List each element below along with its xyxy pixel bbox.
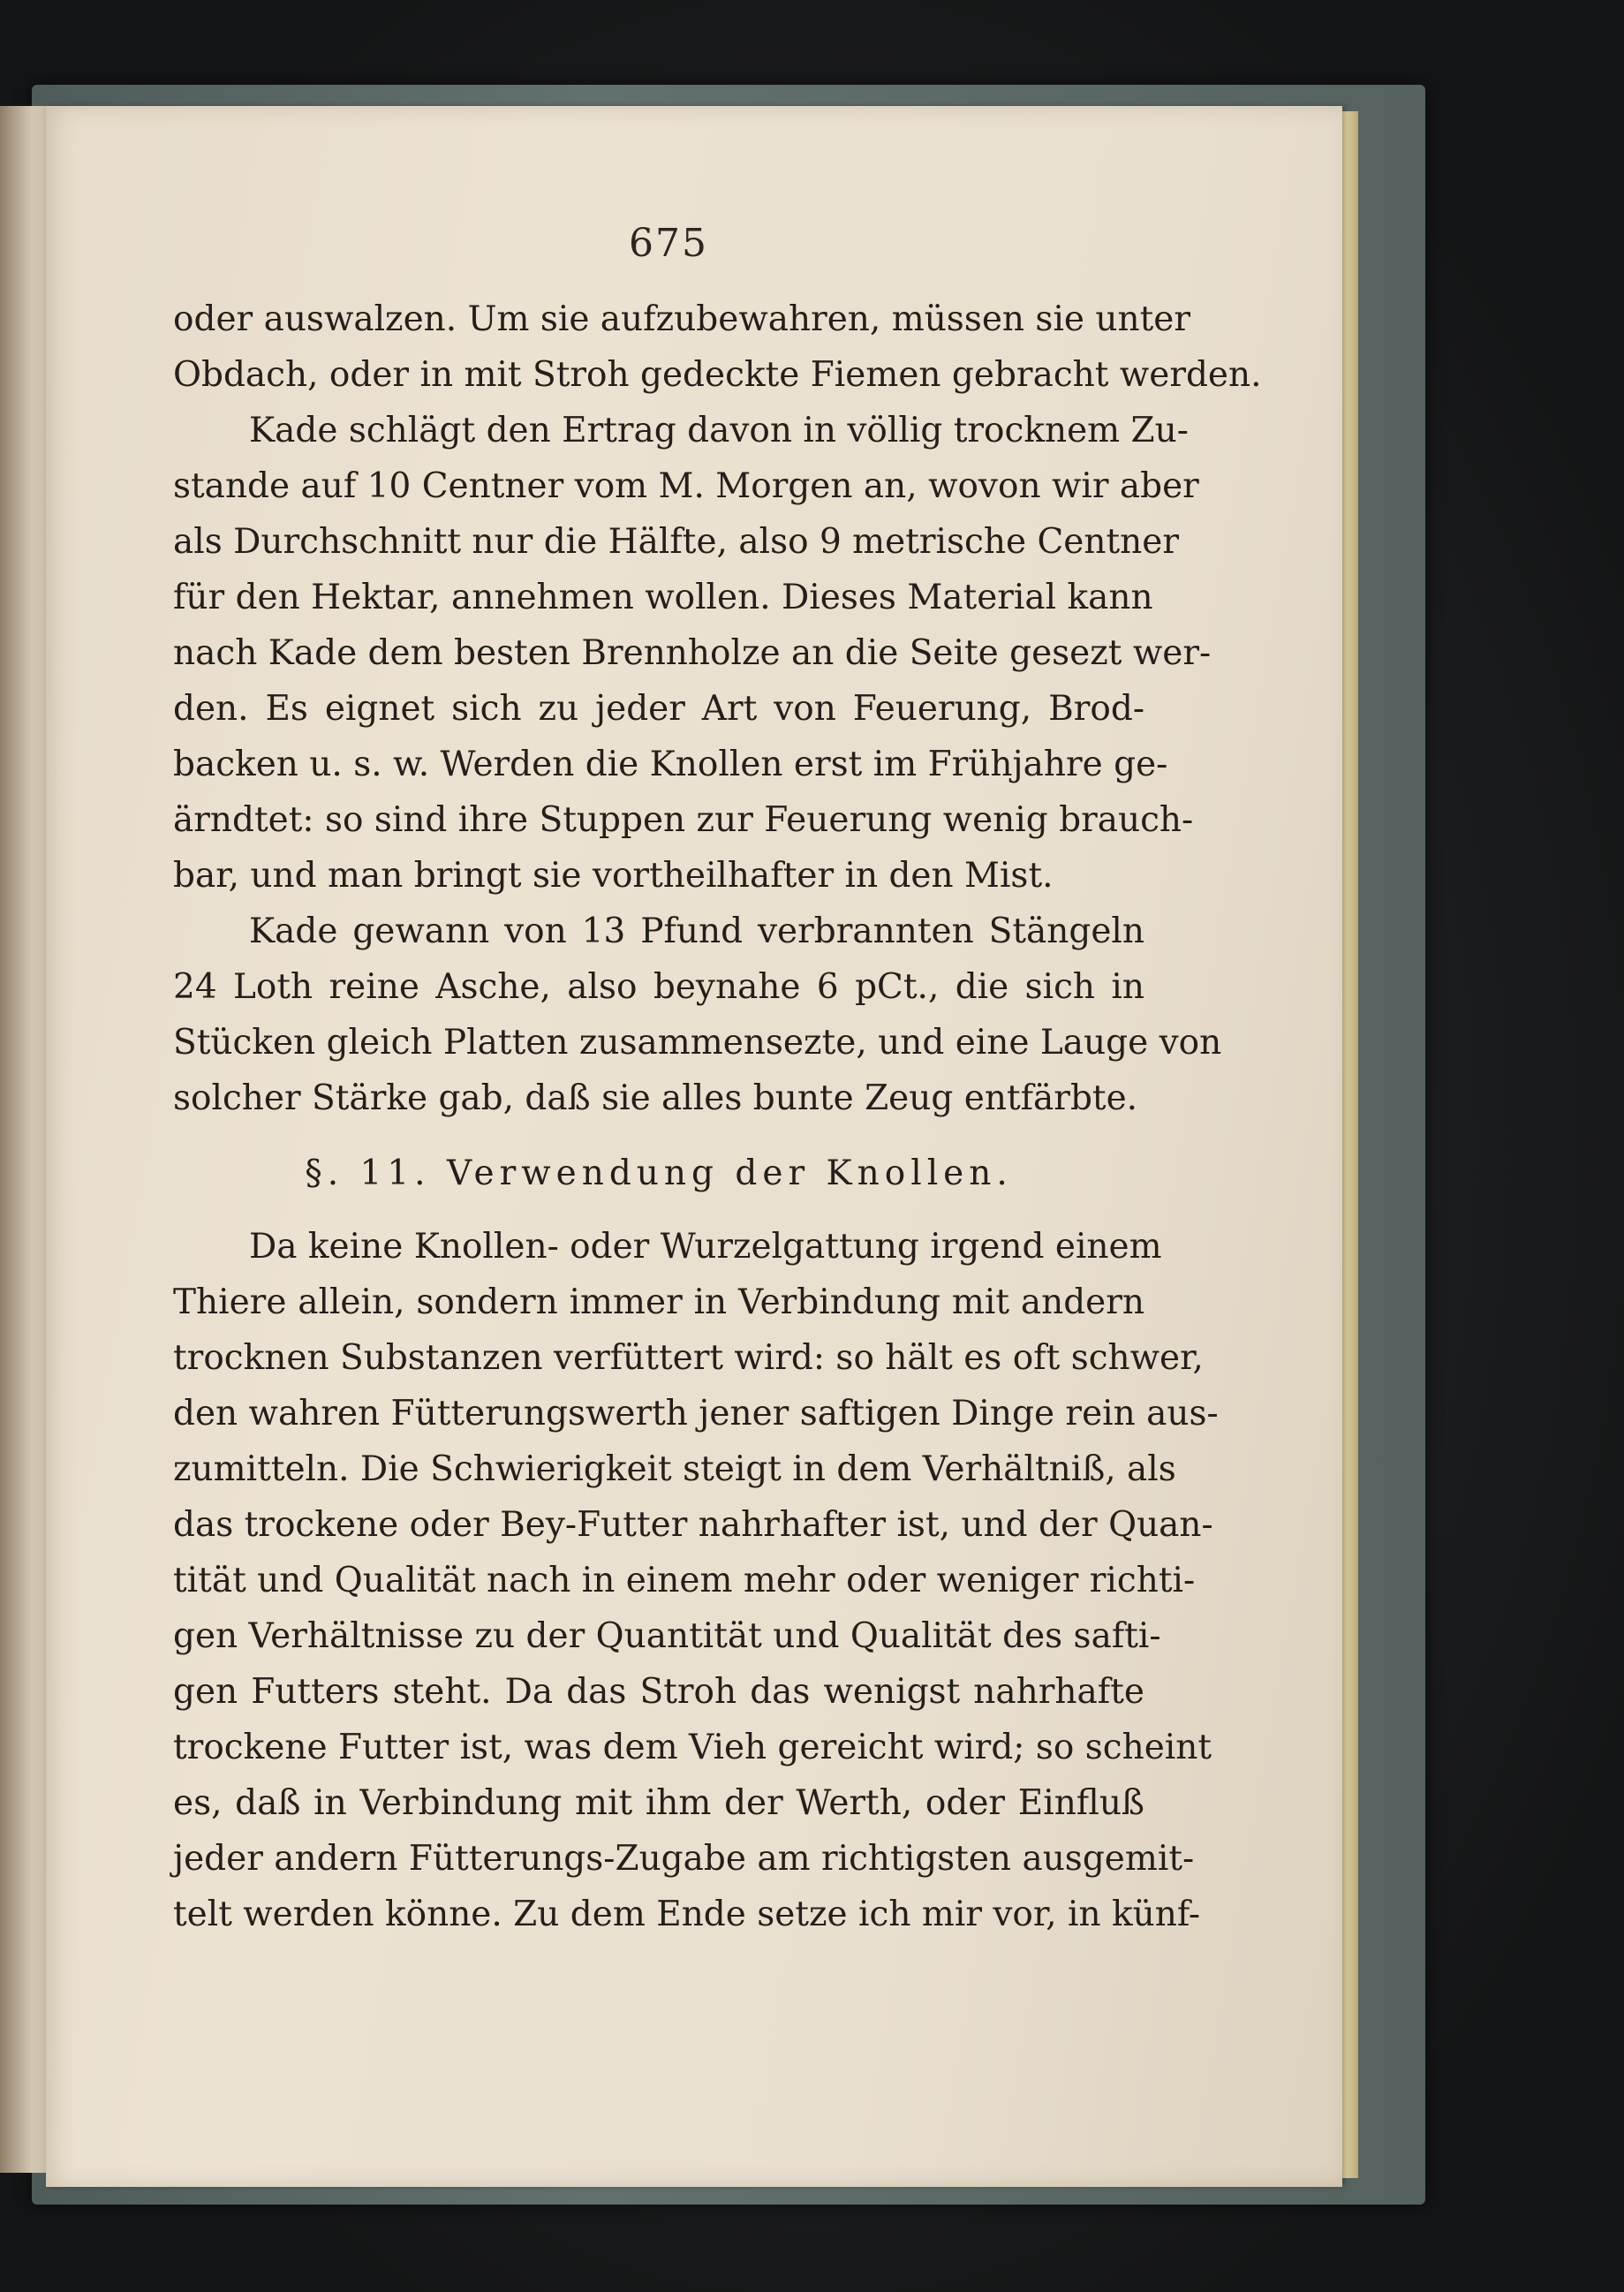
text-line: trockene Futter ist, was dem Vieh gereicht wird; so scheint xyxy=(173,1728,1212,1767)
text-line: oder auswalzen. Um sie aufzubewahren, müssen sie unter xyxy=(173,299,1191,339)
text-line: Obdach, oder in mit Stroh gedeckte Fiemen gebracht werden. xyxy=(173,355,1262,395)
text-line: jeder andern Fütterungs-Zugabe am richtigsten ausgemit- xyxy=(173,1839,1195,1879)
text-line: bar, und man bringt sie vortheilhafter in den Mist. xyxy=(173,856,1054,896)
text-line: trocknen Substanzen verfüttert wird: so hält es oft schwer, xyxy=(173,1338,1204,1378)
text-line: den. Es eignet sich zu jeder Art von Feuerung, Brod- xyxy=(173,689,1144,729)
page-text xyxy=(173,291,1262,1942)
text-line: den wahren Fütterungswerth jener saftigen Dinge rein aus- xyxy=(173,1394,1219,1433)
text-line: es, daß in Verbindung mit ihm der Werth, oder Einfluß xyxy=(173,1783,1144,1823)
text-line: 24 Loth reine Asche, also beynahe 6 pCt., die sich in xyxy=(173,967,1144,1007)
section-heading: §. 11. Verwendung der Knollen. xyxy=(305,1154,1013,1193)
text-line: zumitteln. Die Schwierigkeit steigt in dem Verhältniß, als xyxy=(173,1449,1176,1489)
text-line: Stücken gleich Platten zusammensezte, und eine Lauge von xyxy=(173,1023,1222,1063)
text-line: nach Kade dem besten Brennholze an die Seite gesezt wer- xyxy=(173,633,1212,673)
text-line: Kade gewann von 13 Pfund verbrannten Stängeln xyxy=(249,912,1144,951)
text-line: telt werden könne. Zu dem Ende setze ich mir vor, in künf- xyxy=(173,1895,1201,1934)
text-line: gen Verhältnisse zu der Quantität und Qualität des safti- xyxy=(173,1616,1161,1656)
text-line: für den Hektar, annehmen wollen. Dieses Material kann xyxy=(173,578,1153,617)
text-line: backen u. s. w. Werden die Knollen erst im Frühjahre ge- xyxy=(173,745,1168,784)
text-line: tität und Qualität nach in einem mehr oder weniger richti- xyxy=(173,1561,1196,1600)
text-line: Da keine Knollen- oder Wurzelgattung irgend einem xyxy=(249,1227,1162,1267)
text-line: als Durchschnitt nur die Hälfte, also 9 metrische Centner xyxy=(173,522,1180,562)
text-line: gen Futters steht. Da das Stroh das wenigst nahrhafte xyxy=(173,1672,1144,1712)
text-line: Kade schlägt den Ertrag davon in völlig trocknem Zu- xyxy=(249,411,1189,450)
text-line: das trockene oder Bey-Futter nahrhafter ist, und der Quan- xyxy=(173,1505,1213,1545)
text-line: Thiere allein, sondern immer in Verbindung mit andern xyxy=(173,1282,1144,1322)
text-line: solcher Stärke gab, daß sie alles bunte Zeug entfärbte. xyxy=(173,1078,1138,1118)
page-number: 675 xyxy=(629,221,708,266)
text-line: stande auf 10 Centner vom M. Morgen an, wovon wir aber xyxy=(173,466,1199,506)
text-line: ärndtet: so sind ihre Stuppen zur Feuerung wenig brauch- xyxy=(173,800,1194,840)
